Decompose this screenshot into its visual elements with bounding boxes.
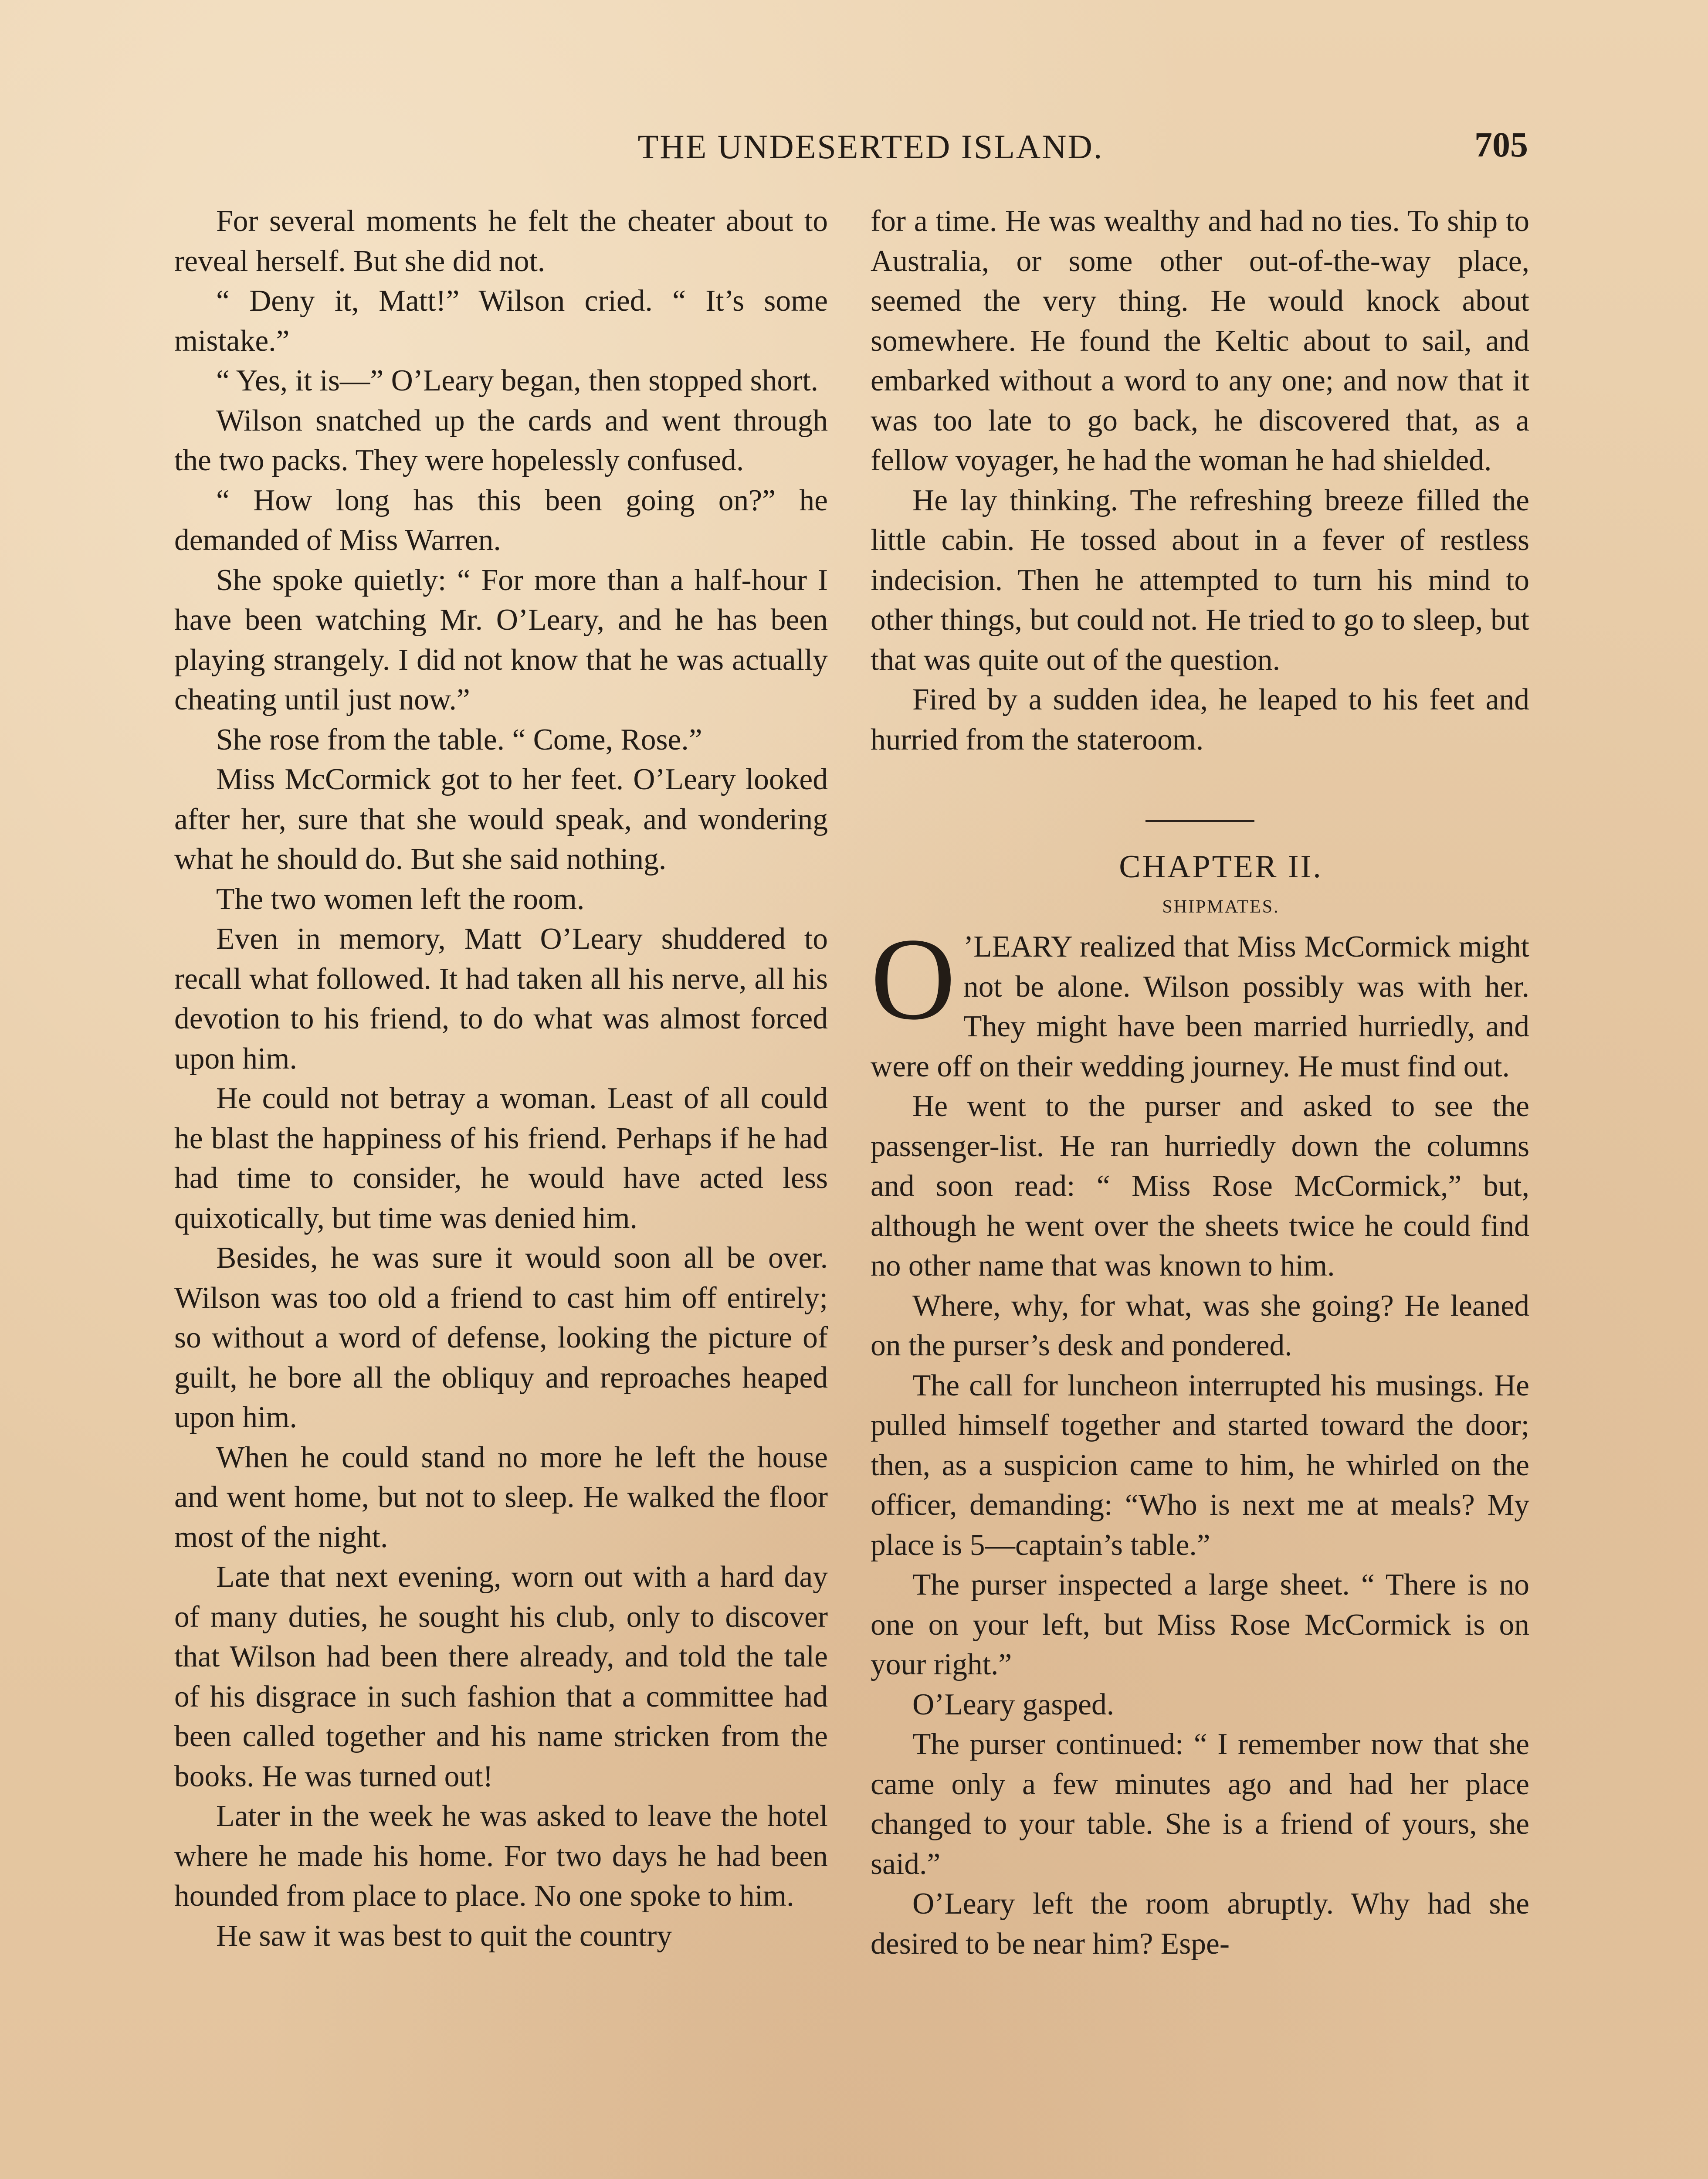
chapter-title: CHAPTER II. (1119, 849, 1323, 885)
paragraph: She spoke quietly: “ For more than a half-hour I have been watching Mr. O’Leary, and he has been playing strangely. I did not know that he was actually cheating until just now.” (174, 563, 828, 716)
paragraph: Wilson snatched up the cards and went through the two packs. They were hopelessly confused. (174, 404, 828, 477)
paragraph: When he could stand no more he left the house and went home, but not to sleep. He walked the floor most of the night. (174, 1440, 828, 1554)
left-column (174, 201, 828, 1956)
running-title: THE UNDESERTED ISLAND. (637, 128, 1104, 166)
paragraph: He lay thinking. The refreshing breeze filled the little cabin. He tossed about in a fever of restless indecision. Then he attempted to turn his mind to other things, but could not. He tried to go to sleep, but that was quite out of the question. (871, 483, 1529, 677)
paragraph: O’Leary gasped. (912, 1687, 1115, 1721)
paragraph: Where, why, for what, was she going? He leaned on the purser’s desk and pondered. (871, 1289, 1529, 1362)
paragraph: Late that next evening, worn out with a hard day of many duties, he sought his club, only to discover that Wilson had been there already, and told the tale of his disgrace in such fashion that a committee had been called together and his name stricken from the books. He was turned out! (174, 1560, 828, 1793)
paragraph: He could not betray a woman. Least of all could he blast the happiness of his friend. Perhaps if he had had time to consider, he would have acted less quixotically, but time was denied him. (174, 1082, 828, 1235)
paragraph: “ Yes, it is—” O’Leary began, then stopped short. (216, 364, 819, 397)
paragraph: The call for luncheon interrupted his musings. He pulled himself together and started toward the door; then, as a suspicion came to him, he whirled on the officer, demanding: “Who is next me at meals? My place is 5—captain’s table.” (871, 1368, 1529, 1562)
paragraph: The purser inspected a large sheet. “ There is no one on your left, but Miss Rose McCormick is on your right.” (871, 1568, 1529, 1681)
paragraph: He went to the purser and asked to see the passenger-list. He ran hurriedly down the columns and soon read: “ Miss Rose McCormick,” but, although he went over the sheets twice he could find no other name that was known to him. (871, 1090, 1529, 1283)
paragraph: Later in the week he was asked to leave the hotel where he made his home. For two days he had been hounded from place to place. No one spoke to him. (174, 1799, 828, 1913)
paragraph: The two women left the room. (216, 882, 585, 916)
page-number: 705 (1474, 125, 1528, 164)
paragraph: “ How long has this been going on?” he demanded of Miss Warren. (174, 483, 828, 557)
right-column (871, 201, 1529, 1964)
paragraph: For several moments he felt the cheater about to reveal herself. But she did not. (174, 204, 828, 278)
paragraph: He saw it was best to quit the country (216, 1919, 672, 1953)
paragraph: Besides, he was sure it would soon all be over. Wilson was too old a friend to cast him off entirely; so without a word of defense, looking the picture of guilt, he bore all the obliquy and reproaches heaped upon him. (174, 1241, 828, 1434)
paragraph: Even in memory, Matt O’Leary shuddered to recall what followed. It had taken all his nerve, all his devotion to his friend, to do what was almost forced upon him. (174, 922, 828, 1076)
paragraph: “ Deny it, Matt!” Wilson cried. “ It’s some mistake.” (174, 284, 828, 358)
paragraph: for a time. He was wealthy and had no ties. To ship to Australia, or some other out-of-the-way place, seemed the very thing. He would knock about somewhere. He found the Keltic about to sail, and embarked without a word to any one; and now that it was too late to go back, he discovered that, as a fellow voyager, he had the woman he had shielded. (871, 204, 1529, 477)
paragraph: She rose from the table. “ Come, Rose.” (216, 723, 702, 757)
paragraph: Fired by a sudden idea, he leaped to his feet and hurried from the stateroom. (871, 683, 1529, 757)
drop-cap: O (871, 914, 956, 1044)
chapter-opening-paragraph (871, 914, 1529, 1086)
paragraph: The purser continued: “ I remember now that she came only a few minutes ago and had her place changed to your table. She is a friend of yours, she said.” (871, 1728, 1529, 1881)
chapter-divider (1145, 820, 1254, 822)
chapter-subtitle: SHIPMATES. (1162, 896, 1280, 917)
paragraph: Miss McCormick got to her feet. O’Leary looked after her, sure that she would speak, and wondering what he should do. But she said nothing. (174, 763, 828, 876)
opening-text: ’LEARY realized that Miss McCormick might not be alone. Wilson possibly was with her. They might have been married hurriedly, and were off on their wedding journey. He must find out. (871, 930, 1529, 1083)
paragraph: O’Leary left the room abruptly. Why had she desired to be near him? Espe- (871, 1887, 1529, 1961)
